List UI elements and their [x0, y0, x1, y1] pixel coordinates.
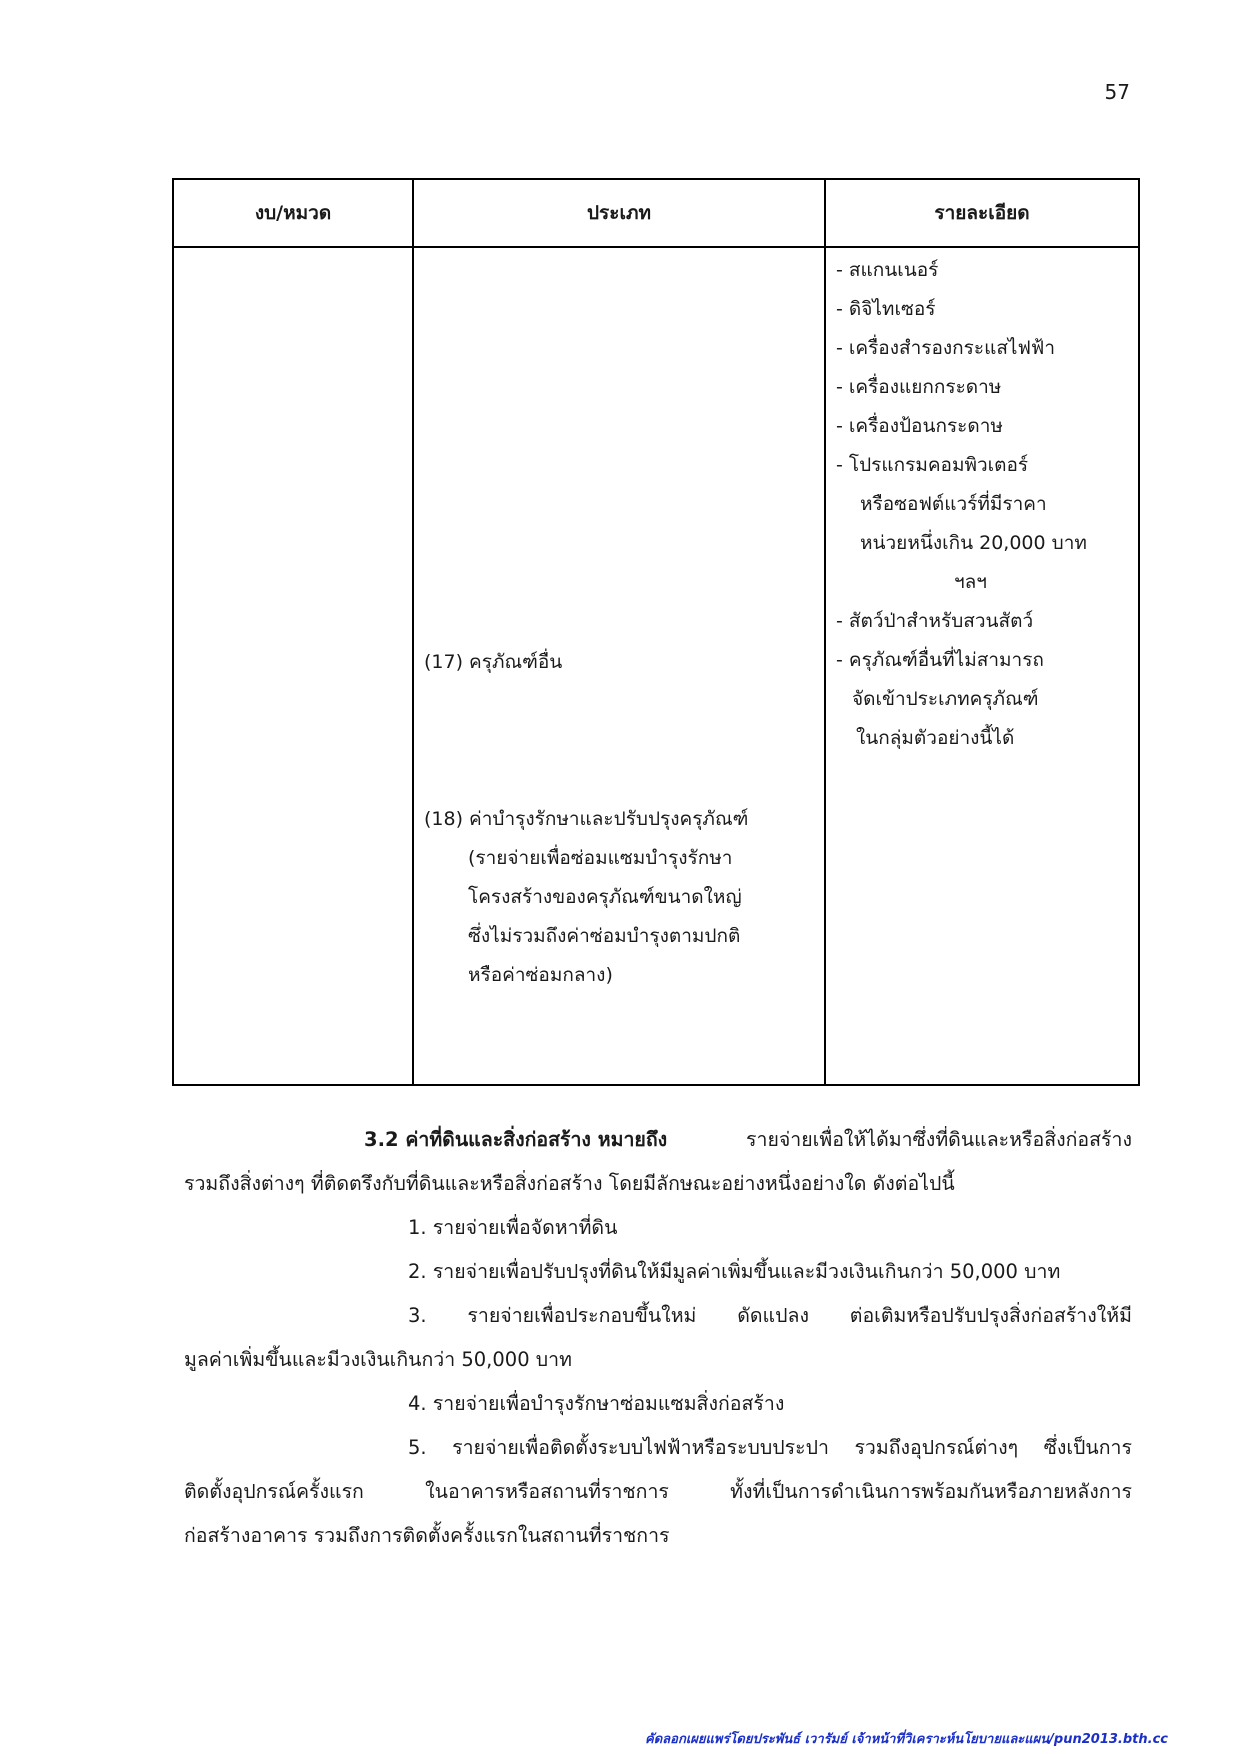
- list-item-1: 1. รายจ่ายเพื่อจัดหาที่ดิน: [408, 1216, 618, 1239]
- header-detail: รายละเอียด: [825, 179, 1139, 247]
- table-row: [173, 247, 1139, 1085]
- list-item-3: 3. รายจ่ายเพื่อประกอบขึ้นใหม่ ดัดแปลง ต่อเติมหรือปรับปรุงสิ่งก่อสร้างให้มี: [408, 1304, 1132, 1327]
- type-item-18-line4: ซึ่งไม่รวมถึงค่าซ่อมบำรุงตามปกติ: [468, 925, 741, 947]
- section-intro-line2: รวมถึงสิ่งต่างๆ ที่ติดตรึงกับที่ดินและหรือสิ่งก่อสร้าง โดยมีลักษณะอย่างหนึ่งอย่างใด ดังต่อไปนี้: [184, 1172, 955, 1195]
- detail-software: - โปรแกรมคอมพิวเตอร์: [836, 454, 1029, 476]
- list-item-2: 2. รายจ่ายเพื่อปรับปรุงที่ดินให้มีมูลค่าเพิ่มขึ้นและมีวงเงินเกินกว่า 50,000 บาท: [408, 1260, 1061, 1283]
- budget-table: [172, 178, 1140, 1086]
- detail-scanner: - สแกนเนอร์: [836, 259, 939, 281]
- type-cell: [413, 247, 825, 1085]
- section-heading: 3.2 ค่าที่ดินและสิ่งก่อสร้าง หมายถึง: [364, 1128, 668, 1151]
- section-intro-text: รายจ่ายเพื่อให้ได้มาซึ่งที่ดินและหรือสิ่งก่อสร้าง: [746, 1128, 1132, 1151]
- type-item-18-line2: (รายจ่ายเพื่อซ่อมแซมบำรุงรักษา: [468, 847, 733, 869]
- detail-paper-separator: - เครื่องแยกกระดาษ: [836, 376, 1002, 398]
- page-number: 57: [1104, 80, 1130, 104]
- detail-software-line2: หรือซอฟต์แวร์ที่มีราคา: [860, 493, 1047, 515]
- type-item-18-line5: หรือค่าซ่อมกลาง): [468, 964, 613, 986]
- detail-other-equipment-line3: ในกลุ่มตัวอย่างนี้ได้: [856, 727, 1015, 749]
- footer-credit: คัดลอกเผยแพร่โดยประพันธ์ เวารัมย์ เจ้าหน้าที่วิเคราะห์นโยบายและแผน/pun2013.bth.cc: [645, 1732, 1168, 1747]
- detail-ups: - เครื่องสำรองกระแสไฟฟ้า: [836, 337, 1056, 359]
- detail-digitizer: - ดิจิไทเซอร์: [836, 298, 936, 320]
- type-item-18-line3: โครงสร้างของครุภัณฑ์ขนาดใหญ่: [468, 886, 742, 908]
- type-item-17: (17) ครุภัณฑ์อื่น: [424, 651, 563, 673]
- list-item-4: 4. รายจ่ายเพื่อบำรุงรักษาซ่อมแซมสิ่งก่อสร้าง: [408, 1392, 785, 1415]
- category-cell: [173, 247, 413, 1085]
- detail-zoo-animals: - สัตว์ป่าสำหรับสวนสัตว์: [836, 610, 1034, 632]
- list-item-5-cont2: ก่อสร้างอาคาร รวมถึงการติดตั้งครั้งแรกในสถานที่ราชการ: [184, 1524, 670, 1547]
- table-header-row: [173, 179, 1139, 247]
- detail-etc: ฯลฯ: [954, 571, 987, 593]
- header-category: งบ/หมวด: [173, 179, 413, 247]
- detail-paper-feeder: - เครื่องป้อนกระดาษ: [836, 415, 1003, 437]
- type-item-18: (18) ค่าบำรุงรักษาและปรับปรุงครุภัณฑ์: [424, 808, 749, 830]
- list-item-5: 5. รายจ่ายเพื่อติดตั้งระบบไฟฟ้าหรือระบบประปา รวมถึงอุปกรณ์ต่างๆ ซึ่งเป็นการ: [408, 1436, 1132, 1459]
- list-item-3-cont: มูลค่าเพิ่มขึ้นและมีวงเงินเกินกว่า 50,000 บาท: [184, 1348, 572, 1371]
- detail-other-equipment: - ครุภัณฑ์อื่นที่ไม่สามารถ: [836, 649, 1044, 671]
- section-intro-line1: [364, 1118, 1132, 1162]
- detail-other-equipment-line2: จัดเข้าประเภทครุภัณฑ์: [852, 688, 1039, 710]
- detail-software-line3: หน่วยหนึ่งเกิน 20,000 บาท: [860, 532, 1087, 554]
- detail-cell: [825, 247, 1139, 1085]
- header-type: ประเภท: [413, 179, 825, 247]
- list-item-5-cont1: ติดตั้งอุปกรณ์ครั้งแรก ในอาคารหรือสถานที่ราชการ ทั้งที่เป็นการดำเนินการพร้อมกันหรือภายหลังการ: [184, 1480, 1132, 1503]
